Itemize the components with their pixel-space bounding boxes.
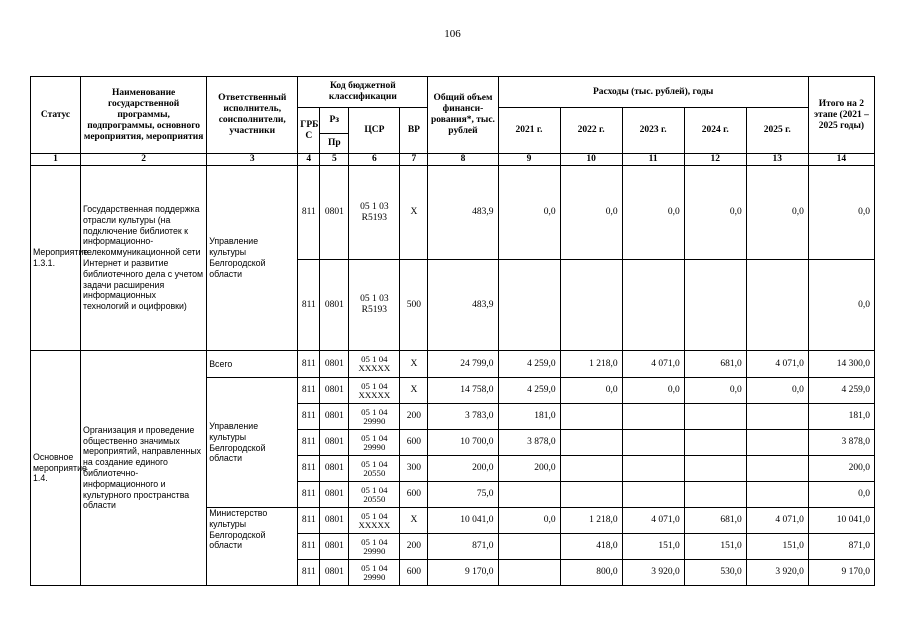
cell-vr: X bbox=[400, 378, 428, 404]
cell-2024: 0,0 bbox=[684, 166, 746, 260]
cell-stage: 871,0 bbox=[808, 534, 874, 560]
cell-rzpr: 0801 bbox=[320, 560, 349, 586]
measure-14-responsible-upr: Управление культуры Белгородской области bbox=[207, 378, 298, 508]
cell-grbs: 811 bbox=[298, 260, 320, 351]
measure-131-name: Государственная поддержка отрасли культуры (на подключение библиотек к информационно-телекоммуникационной сети Интернет и развитие библиотечного дела с учетом задачи расширения информационных технологий и оцифровки) bbox=[81, 166, 207, 351]
cell-csr: 05 1 04 20550 bbox=[349, 456, 400, 482]
cell-rzpr: 0801 bbox=[320, 430, 349, 456]
header-year-2024: 2024 г. bbox=[684, 108, 746, 154]
cell-rzpr: 0801 bbox=[320, 534, 349, 560]
column-number: 2 bbox=[81, 154, 207, 166]
cell-grbs: 811 bbox=[298, 430, 320, 456]
cell-csr: 05 1 04 29990 bbox=[349, 404, 400, 430]
cell-2022 bbox=[560, 430, 622, 456]
cell-grbs: 811 bbox=[298, 404, 320, 430]
header-program-name: Наименование государственной программы, подпрограммы, основного мероприятия, мероприятия bbox=[81, 77, 207, 154]
cell-total: 75,0 bbox=[428, 482, 498, 508]
header-year-2021: 2021 г. bbox=[498, 108, 560, 154]
cell-grbs: 811 bbox=[298, 508, 320, 534]
cell-2025: 151,0 bbox=[746, 534, 808, 560]
cell-2021 bbox=[498, 482, 560, 508]
column-number: 8 bbox=[428, 154, 498, 166]
cell-vr: 600 bbox=[400, 560, 428, 586]
cell-rzpr: 0801 bbox=[320, 378, 349, 404]
cell-grbs: 811 bbox=[298, 351, 320, 378]
cell-stage: 200,0 bbox=[808, 456, 874, 482]
cell-2022: 1 218,0 bbox=[560, 508, 622, 534]
column-number: 12 bbox=[684, 154, 746, 166]
cell-rzpr: 0801 bbox=[320, 456, 349, 482]
cell-csr: 05 1 04 20550 bbox=[349, 482, 400, 508]
header-expenses: Расходы (тыс. рублей), годы bbox=[498, 77, 808, 108]
cell-2025 bbox=[746, 482, 808, 508]
column-number: 1 bbox=[31, 154, 81, 166]
cell-grbs: 811 bbox=[298, 456, 320, 482]
cell-total: 483,9 bbox=[428, 260, 498, 351]
cell-2024: 530,0 bbox=[684, 560, 746, 586]
cell-stage: 4 259,0 bbox=[808, 378, 874, 404]
measure-14-responsible-min: Министерство культуры Белгородской области bbox=[207, 508, 298, 586]
cell-2023 bbox=[622, 456, 684, 482]
cell-stage: 10 041,0 bbox=[808, 508, 874, 534]
cell-stage: 0,0 bbox=[808, 260, 874, 351]
cell-2021: 200,0 bbox=[498, 456, 560, 482]
cell-2021: 0,0 bbox=[498, 508, 560, 534]
cell-stage: 3 878,0 bbox=[808, 430, 874, 456]
header-vr: ВР bbox=[400, 108, 428, 154]
cell-2025: 0,0 bbox=[746, 166, 808, 260]
cell-2025: 3 920,0 bbox=[746, 560, 808, 586]
cell-vr: 600 bbox=[400, 430, 428, 456]
cell-2022 bbox=[560, 456, 622, 482]
cell-vr: 200 bbox=[400, 534, 428, 560]
cell-total: 200,0 bbox=[428, 456, 498, 482]
header-responsible: Ответственный исполнитель, соисполнители, участники bbox=[207, 77, 298, 154]
cell-total: 24 799,0 bbox=[428, 351, 498, 378]
cell-2021: 0,0 bbox=[498, 166, 560, 260]
header-total-funding: Общий объем финанси-рования*, тыс. рублей bbox=[428, 77, 498, 154]
cell-2022: 0,0 bbox=[560, 378, 622, 404]
cell-2021: 181,0 bbox=[498, 404, 560, 430]
cell-total: 9 170,0 bbox=[428, 560, 498, 586]
header-budget-code: Код бюджетной классификации bbox=[298, 77, 428, 108]
cell-2022 bbox=[560, 260, 622, 351]
measure-14-name: Организация и проведение общественно значимых мероприятий, направленных на создание единого библиотечно-информационного и культурного пространства области bbox=[81, 351, 207, 586]
cell-2021: 3 878,0 bbox=[498, 430, 560, 456]
table-row bbox=[31, 166, 875, 260]
header-year-2023: 2023 г. bbox=[622, 108, 684, 154]
cell-2023: 0,0 bbox=[622, 166, 684, 260]
measure-131-status: Мероприятие 1.3.1. bbox=[31, 166, 81, 351]
cell-2022 bbox=[560, 404, 622, 430]
cell-2025 bbox=[746, 456, 808, 482]
column-number: 11 bbox=[622, 154, 684, 166]
cell-2022: 0,0 bbox=[560, 166, 622, 260]
measure-14-status: Основное мероприятие 1.4. bbox=[31, 351, 81, 586]
header-pr: Пр bbox=[320, 134, 349, 154]
cell-2024: 151,0 bbox=[684, 534, 746, 560]
cell-csr: 05 1 04 XXXXX bbox=[349, 508, 400, 534]
cell-vr: 500 bbox=[400, 260, 428, 351]
cell-2021: 4 259,0 bbox=[498, 351, 560, 378]
cell-total: 14 758,0 bbox=[428, 378, 498, 404]
measure-14-total-label: Всего bbox=[207, 351, 298, 378]
cell-csr: 05 1 03 R5193 bbox=[349, 260, 400, 351]
header-status: Статус bbox=[31, 77, 81, 154]
cell-2021: 4 259,0 bbox=[498, 378, 560, 404]
cell-vr: X bbox=[400, 351, 428, 378]
column-number: 7 bbox=[400, 154, 428, 166]
header-rz: Рз bbox=[320, 108, 349, 134]
header-grbs: ГРБ С bbox=[298, 108, 320, 154]
cell-2025: 0,0 bbox=[746, 378, 808, 404]
cell-grbs: 811 bbox=[298, 378, 320, 404]
cell-grbs: 811 bbox=[298, 482, 320, 508]
cell-stage: 14 300,0 bbox=[808, 351, 874, 378]
column-number: 10 bbox=[560, 154, 622, 166]
cell-2025 bbox=[746, 260, 808, 351]
cell-vr: X bbox=[400, 166, 428, 260]
table-row bbox=[31, 351, 875, 378]
cell-2025 bbox=[746, 404, 808, 430]
cell-grbs: 811 bbox=[298, 166, 320, 260]
column-number: 3 bbox=[207, 154, 298, 166]
column-number: 13 bbox=[746, 154, 808, 166]
cell-total: 483,9 bbox=[428, 166, 498, 260]
cell-grbs: 811 bbox=[298, 534, 320, 560]
cell-total: 10 041,0 bbox=[428, 508, 498, 534]
cell-rzpr: 0801 bbox=[320, 404, 349, 430]
cell-2021 bbox=[498, 534, 560, 560]
cell-csr: 05 1 04 XXXXX bbox=[349, 351, 400, 378]
cell-2025: 4 071,0 bbox=[746, 508, 808, 534]
cell-2024 bbox=[684, 456, 746, 482]
cell-total: 3 783,0 bbox=[428, 404, 498, 430]
cell-vr: 300 bbox=[400, 456, 428, 482]
page-number: 106 bbox=[444, 28, 461, 40]
cell-2022 bbox=[560, 482, 622, 508]
column-number: 14 bbox=[808, 154, 874, 166]
cell-2025 bbox=[746, 430, 808, 456]
cell-stage: 181,0 bbox=[808, 404, 874, 430]
cell-csr: 05 1 04 29990 bbox=[349, 560, 400, 586]
cell-total: 10 700,0 bbox=[428, 430, 498, 456]
cell-2022: 800,0 bbox=[560, 560, 622, 586]
cell-vr: 600 bbox=[400, 482, 428, 508]
cell-2025: 4 071,0 bbox=[746, 351, 808, 378]
column-number: 9 bbox=[498, 154, 560, 166]
cell-2023: 4 071,0 bbox=[622, 508, 684, 534]
column-number: 6 bbox=[349, 154, 400, 166]
cell-2021 bbox=[498, 560, 560, 586]
cell-total: 871,0 bbox=[428, 534, 498, 560]
cell-vr: X bbox=[400, 508, 428, 534]
measure-131-responsible: Управление культуры Белгородской области bbox=[207, 166, 298, 351]
cell-2024 bbox=[684, 260, 746, 351]
cell-2024: 681,0 bbox=[684, 508, 746, 534]
cell-csr: 05 1 04 29990 bbox=[349, 430, 400, 456]
header-stage-total: Итого на 2 этапе (2021 – 2025 годы) bbox=[808, 77, 874, 154]
cell-2021 bbox=[498, 260, 560, 351]
cell-2023 bbox=[622, 404, 684, 430]
cell-2024: 681,0 bbox=[684, 351, 746, 378]
cell-grbs: 811 bbox=[298, 560, 320, 586]
cell-csr: 05 1 04 XXXXX bbox=[349, 378, 400, 404]
header-csr: ЦСР bbox=[349, 108, 400, 154]
cell-rzpr: 0801 bbox=[320, 482, 349, 508]
cell-2023 bbox=[622, 482, 684, 508]
cell-rzpr: 0801 bbox=[320, 166, 349, 260]
cell-2023: 3 920,0 bbox=[622, 560, 684, 586]
column-number: 5 bbox=[320, 154, 349, 166]
budget-table bbox=[30, 76, 875, 586]
cell-rzpr: 0801 bbox=[320, 260, 349, 351]
cell-2023: 0,0 bbox=[622, 378, 684, 404]
cell-2022: 1 218,0 bbox=[560, 351, 622, 378]
cell-vr: 200 bbox=[400, 404, 428, 430]
cell-2024 bbox=[684, 430, 746, 456]
cell-2023 bbox=[622, 260, 684, 351]
header-year-2022: 2022 г. bbox=[560, 108, 622, 154]
cell-csr: 05 1 03 R5193 bbox=[349, 166, 400, 260]
cell-2022: 418,0 bbox=[560, 534, 622, 560]
column-number: 4 bbox=[298, 154, 320, 166]
cell-csr: 05 1 04 29990 bbox=[349, 534, 400, 560]
cell-2024 bbox=[684, 404, 746, 430]
cell-rzpr: 0801 bbox=[320, 508, 349, 534]
cell-2023: 151,0 bbox=[622, 534, 684, 560]
cell-stage: 0,0 bbox=[808, 166, 874, 260]
cell-rzpr: 0801 bbox=[320, 351, 349, 378]
header-year-2025: 2025 г. bbox=[746, 108, 808, 154]
cell-2024 bbox=[684, 482, 746, 508]
cell-stage: 0,0 bbox=[808, 482, 874, 508]
cell-2023: 4 071,0 bbox=[622, 351, 684, 378]
cell-2024: 0,0 bbox=[684, 378, 746, 404]
cell-2023 bbox=[622, 430, 684, 456]
cell-stage: 9 170,0 bbox=[808, 560, 874, 586]
